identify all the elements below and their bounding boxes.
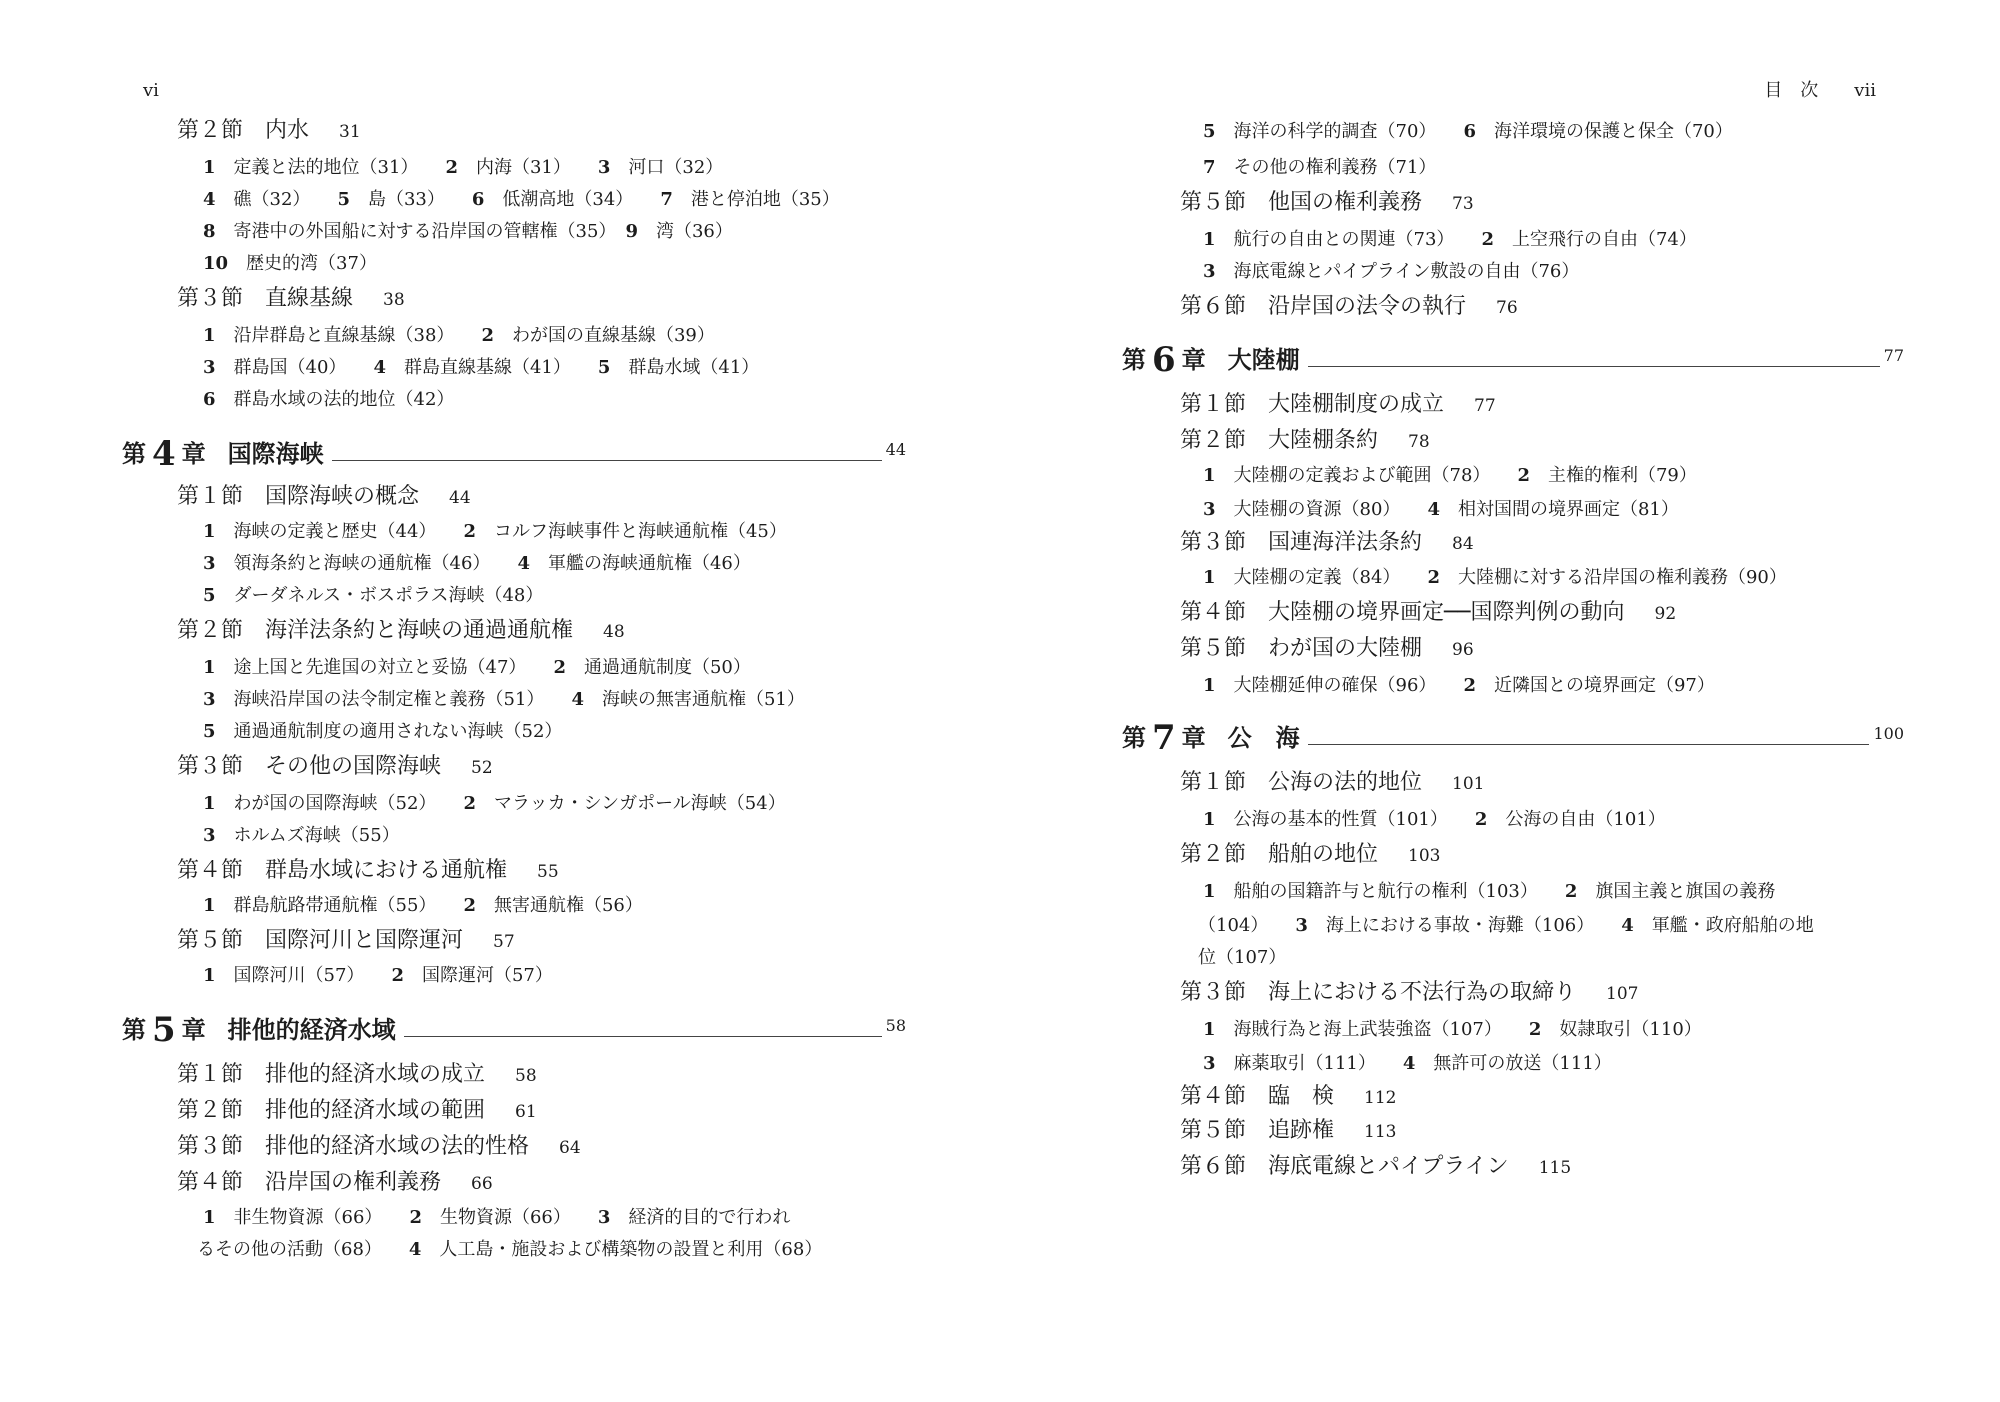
- section-entry[interactable]: [177, 616, 625, 647]
- subsection-list: 3 海底電線とパイプライン敷設の自由（76）: [1203, 261, 1580, 282]
- section-title: 第５節 追跡権: [1180, 1118, 1335, 1143]
- section-entry[interactable]: [1180, 528, 1474, 559]
- chapter-heading[interactable]: [122, 1008, 906, 1048]
- section-title: 第５節 国際河川と国際運河: [177, 928, 464, 953]
- section-title: 第２節 排他的経済水域の範囲: [177, 1098, 486, 1123]
- subsection-list: 3 海峡沿岸国の法令制定権と義務（51） 4 海峡の無害通航権（51）: [203, 689, 805, 710]
- section-title: 第３節 その他の国際海峡: [177, 754, 442, 779]
- subsection-list: 3 ホルムズ海峡（55）: [203, 825, 400, 846]
- section-page-number: 38: [383, 290, 405, 310]
- section-page-number: 78: [1408, 432, 1430, 452]
- chapter-page-number: 100: [1873, 724, 1904, 743]
- subsection-list: 1 大陸棚の定義（84） 2 大陸棚に対する沿岸国の権利義務（90）: [1203, 567, 1787, 588]
- chapter-leader-rule: [1308, 366, 1880, 367]
- subsection-list: 3 麻薬取引（111） 4 無許可の放送（111）: [1203, 1053, 1612, 1074]
- section-page-number: 115: [1538, 1158, 1572, 1178]
- section-entry[interactable]: [177, 856, 559, 887]
- section-entry[interactable]: [1180, 634, 1474, 665]
- section-page-number: 77: [1474, 396, 1496, 416]
- section-title: 第１節 国際海峡の概念: [177, 484, 420, 509]
- chapter-suffix: 章: [181, 439, 206, 468]
- chapter-heading[interactable]: [122, 432, 906, 472]
- section-entry[interactable]: [177, 1060, 537, 1091]
- chapter-prefix: 第: [1122, 345, 1146, 374]
- section-page-number: 58: [515, 1066, 537, 1086]
- subsection-list: 1 公海の基本的性質（101） 2 公海の自由（101）: [1203, 809, 1666, 830]
- subsection-list: （104） 3 海上における事故・海難（106） 4 軍艦・政府船舶の地: [1198, 915, 1814, 936]
- section-title: 第３節 直線基線: [177, 286, 354, 311]
- section-title: 第１節 排他的経済水域の成立: [177, 1062, 486, 1087]
- section-entry[interactable]: [1180, 188, 1474, 219]
- chapter-page-number: 44: [885, 440, 906, 459]
- subsection-list: 1 途上国と先進国の対立と妥協（47） 2 通過通航制度（50）: [203, 657, 751, 678]
- chapter-suffix: 章: [181, 1015, 206, 1044]
- chapter-title: 大陸棚: [1227, 345, 1300, 374]
- chapter-number: 6: [1152, 340, 1176, 380]
- section-page-number: 64: [559, 1138, 581, 1158]
- section-entry[interactable]: [177, 284, 405, 315]
- section-page-number: 107: [1606, 984, 1639, 1004]
- subsection-list: 5 ダーダネルス・ボスポラス海峡（48）: [203, 585, 544, 606]
- section-title: 第２節 海洋法条約と海峡の通過通航権: [177, 618, 574, 643]
- subsection-list: 1 船舶の国籍許与と航行の権利（103） 2 旗国主義と旗国の義務: [1203, 881, 1776, 902]
- section-page-number: 92: [1654, 604, 1677, 624]
- section-entry[interactable]: [177, 1096, 537, 1127]
- subsection-list: 3 大陸棚の資源（80） 4 相対国間の境界画定（81）: [1203, 499, 1679, 520]
- subsection-list: 1 群島航路帯通航権（55） 2 無害通航権（56）: [203, 895, 643, 916]
- chapter-leader-rule: [332, 460, 882, 461]
- subsection-list: 1 沿岸群島と直線基線（38） 2 わが国の直線基線（39）: [203, 325, 715, 346]
- subsection-list: 1 大陸棚の定義および範囲（78） 2 主権的権利（79）: [1203, 465, 1697, 486]
- section-title: 第３節 国連海洋法条約: [1180, 530, 1423, 555]
- section-title: 第３節 海上における不法行為の取締り: [1180, 980, 1577, 1005]
- section-title: 第２節 内水: [177, 118, 310, 143]
- chapter-heading[interactable]: [1122, 716, 1904, 756]
- section-title: 第４節 群島水域における通航権: [177, 858, 508, 883]
- subsection-list: 1 海賊行為と海上武装強盗（107） 2 奴隷取引（110）: [1203, 1019, 1702, 1040]
- section-page-number: 48: [603, 622, 625, 642]
- chapter-title: 排他的経済水域: [227, 1015, 396, 1044]
- chapter-number: 7: [1152, 718, 1176, 758]
- section-entry[interactable]: [177, 1168, 493, 1199]
- section-entry[interactable]: [1180, 390, 1496, 421]
- section-entry[interactable]: [1180, 1116, 1396, 1147]
- section-page-number: 113: [1364, 1122, 1397, 1142]
- section-entry[interactable]: [1180, 292, 1518, 323]
- section-page-number: 44: [449, 488, 471, 508]
- right-running-head: 目 次 vii: [1764, 80, 1876, 101]
- chapter-suffix: 章: [1181, 723, 1206, 752]
- section-entry[interactable]: [177, 926, 515, 957]
- section-entry[interactable]: [1180, 598, 1676, 629]
- chapter-leader-rule: [1308, 744, 1870, 745]
- section-title: 第５節 わが国の大陸棚: [1180, 636, 1423, 661]
- section-entry[interactable]: [1180, 768, 1484, 799]
- section-entry[interactable]: [1180, 978, 1638, 1009]
- section-page-number: 103: [1408, 846, 1441, 866]
- subsection-list: 1 海峡の定義と歴史（44） 2 コルフ海峡事件と海峡通航権（45）: [203, 521, 787, 542]
- subsection-list: 1 航行の自由との関連（73） 2 上空飛行の自由（74）: [1203, 229, 1697, 250]
- chapter-page-number: 58: [885, 1016, 906, 1035]
- section-page-number: 112: [1364, 1088, 1397, 1108]
- section-page-number: 52: [471, 758, 493, 778]
- section-page-number: 66: [471, 1174, 493, 1194]
- section-entry[interactable]: [1180, 1152, 1571, 1183]
- chapter-suffix: 章: [1181, 345, 1206, 374]
- section-entry[interactable]: [177, 116, 361, 147]
- section-title: 第６節 沿岸国の法令の執行: [1180, 294, 1467, 319]
- chapter-leader-rule: [404, 1036, 882, 1037]
- section-page-number: 61: [515, 1102, 537, 1122]
- section-page-number: 76: [1496, 298, 1518, 318]
- section-page-number: 31: [339, 122, 361, 142]
- section-entry[interactable]: [1180, 1082, 1396, 1113]
- chapter-prefix: 第: [1122, 723, 1146, 752]
- subsection-list: 10 歴史的湾（37）: [203, 253, 377, 274]
- section-page-number: 57: [493, 932, 515, 952]
- subsection-list: 5 通過通航制度の適用されない海峡（52）: [203, 721, 563, 742]
- section-page-number: 84: [1452, 534, 1474, 554]
- subsection-list: 4 礁（32） 5 島（33） 6 低潮高地（34） 7 港と停泊地（35）: [203, 189, 840, 210]
- section-title: 第１節 大陸棚制度の成立: [1180, 392, 1445, 417]
- subsection-list: 6 群島水域の法的地位（42）: [203, 389, 455, 410]
- section-title: 第４節 沿岸国の権利義務: [177, 1170, 442, 1195]
- subsection-list: るその他の活動（68） 4 人工島・施設および構築物の設置と利用（68）: [197, 1239, 823, 1260]
- section-entry[interactable]: [177, 1132, 581, 1163]
- chapter-heading[interactable]: [1122, 338, 1904, 378]
- subsection-list: 3 群島国（40） 4 群島直線基線（41） 5 群島水域（41）: [203, 357, 760, 378]
- subsection-list: 5 海洋の科学的調査（70） 6 海洋環境の保護と保全（70）: [1203, 121, 1733, 142]
- section-entry[interactable]: [1180, 840, 1440, 871]
- subsection-list: 3 領海条約と海峡の通航権（46） 4 軍艦の海峡通航権（46）: [203, 553, 751, 574]
- section-title: 第１節 公海の法的地位: [1180, 770, 1423, 795]
- chapter-prefix: 第: [122, 439, 146, 468]
- left-page-number: vi: [143, 80, 159, 101]
- subsection-list: 1 国際河川（57） 2 国際運河（57）: [203, 965, 553, 986]
- section-page-number: 101: [1452, 774, 1485, 794]
- chapter-title: 国際海峡: [227, 439, 324, 468]
- section-entry[interactable]: [1180, 426, 1430, 457]
- subsection-list: 8 寄港中の外国船に対する沿岸国の管轄権（35） 9 湾（36）: [203, 221, 733, 242]
- subsection-list: 1 定義と法的地位（31） 2 内海（31） 3 河口（32）: [203, 157, 724, 178]
- section-title: 第４節 臨 検: [1180, 1084, 1335, 1109]
- section-title: 第６節 海底電線とパイプライン: [1180, 1154, 1509, 1179]
- subsection-list: 位（107）: [1198, 947, 1287, 968]
- chapter-prefix: 第: [122, 1015, 146, 1044]
- chapter-page-number: 77: [1883, 346, 1904, 365]
- section-title: 第５節 他国の権利義務: [1180, 190, 1423, 215]
- subsection-list: 7 その他の権利義務（71）: [1203, 157, 1437, 178]
- section-title: 第２節 船舶の地位: [1180, 842, 1379, 867]
- subsection-list: 1 わが国の国際海峡（52） 2 マラッカ・シンガポール海峡（54）: [203, 793, 786, 814]
- section-title: 第３節 排他的経済水域の法的性格: [177, 1134, 530, 1159]
- section-entry[interactable]: [177, 752, 493, 783]
- subsection-list: 1 大陸棚延伸の確保（96） 2 近隣国との境界画定（97）: [1203, 675, 1715, 696]
- chapter-title: 公 海: [1227, 723, 1300, 752]
- section-page-number: 96: [1452, 640, 1474, 660]
- chapter-number: 4: [152, 434, 176, 474]
- section-page-number: 73: [1452, 194, 1474, 214]
- chapter-number: 5: [152, 1010, 176, 1050]
- subsection-list: 1 非生物資源（66） 2 生物資源（66） 3 経済的目的で行われ: [203, 1207, 791, 1228]
- section-title: 第２節 大陸棚条約: [1180, 428, 1379, 453]
- section-title: 第４節 大陸棚の境界画定──国際判例の動向: [1180, 600, 1625, 625]
- section-page-number: 55: [537, 862, 559, 882]
- section-entry[interactable]: [177, 482, 471, 513]
